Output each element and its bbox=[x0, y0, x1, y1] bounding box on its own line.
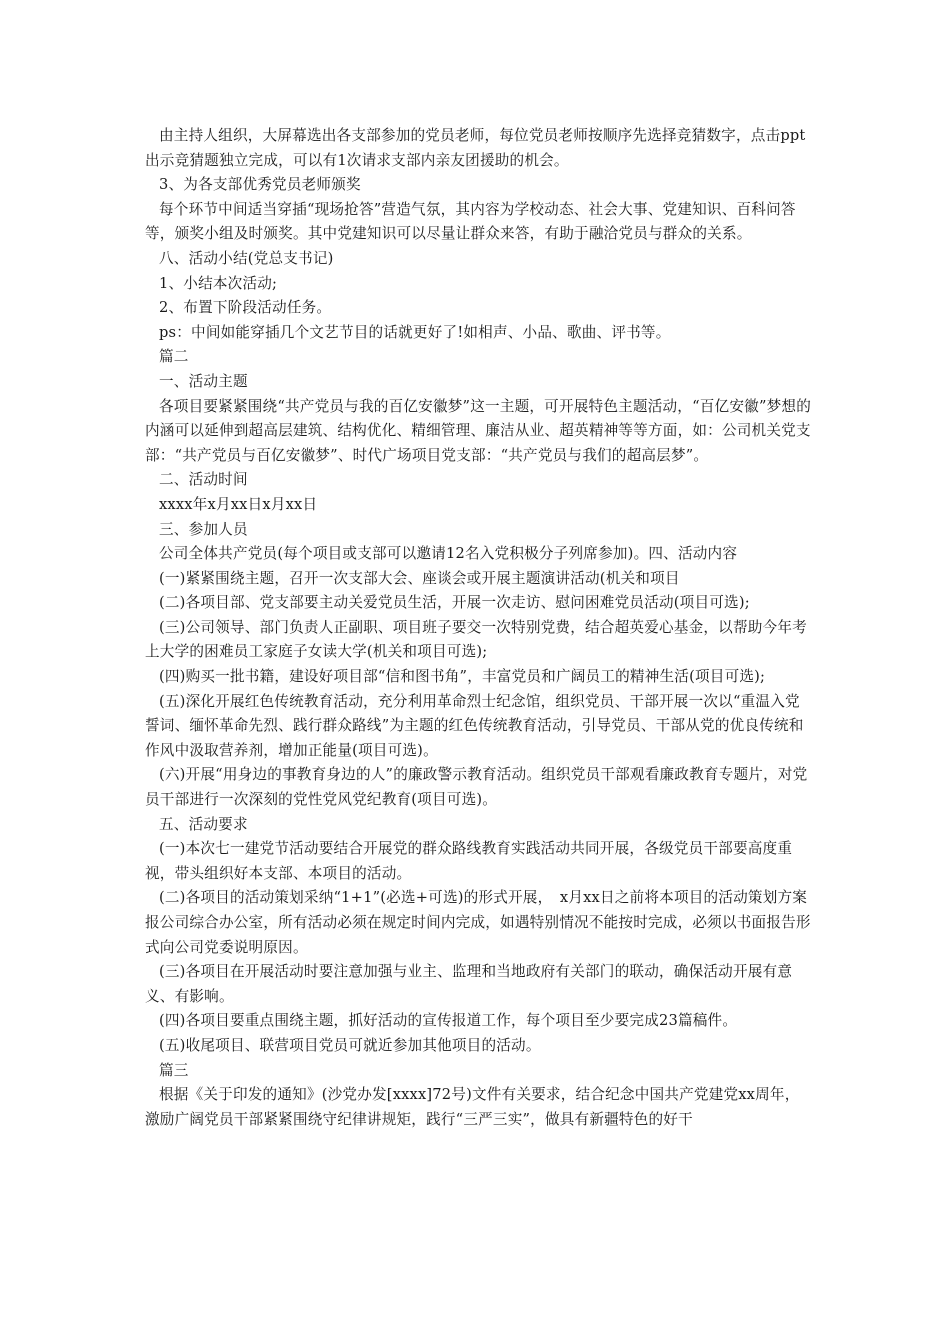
paragraph: 各项目要紧紧围绕“共产党员与我的百亿安徽梦”这一主题，可开展特色主题活动，“百亿安徽”梦想的内涵可以延伸到超高层建筑、结构优化、精细管理、廉洁从业、超英精神等等方面，如：公司机关党支部：“共产党员与百亿安徽梦”、时代广场项目党支部：“共产党员与我们的超高层梦”。 bbox=[145, 397, 811, 464]
list-item: (五)深化开展红色传统教育活动，充分利用革命烈士纪念馆，组织党员、干部开展一次以“重温入党誓词、缅怀革命先烈、践行群众路线”为主题的红色传统教育活动，引导党员、干部从党的优良传统和作风中汲取营养剂，增加正能量(项目可选)。 bbox=[145, 692, 804, 759]
list-item: (四)购买一批书籍，建设好项目部“信和图书角”，丰富党员和广阔员工的精神生活(项目可选); bbox=[159, 668, 766, 686]
paragraph: 3、为各支部优秀党员老师颁奖 bbox=[159, 176, 361, 194]
list-item: (六)开展“用身边的事教育身边的人”的廉政警示教育活动。组织党员干部观看廉政教育专题片，对党员干部进行一次深刻的党性党风党纪教育(项目可选)。 bbox=[145, 766, 808, 809]
paragraph: xxxx年x月xx日x月xx日 bbox=[159, 495, 318, 513]
list-item: (一)紧紧围绕主题，召开一次支部大会、座谈会或开展主题演讲活动(机关和项目 bbox=[159, 569, 680, 587]
list-item: (二)各项目的活动策划采纳“1+1”(必选+可选)的形式开展， x月xx日之前将本项目的活动策划方案报公司综合办公室，所有活动必须在规定时间内完成，如遇特别情况不能按时完成，必须以书面报告形式向公司党委说明原因。 bbox=[145, 889, 811, 956]
paragraph: 由主持人组织，大屏幕选出各支部参加的党员老师，每位党员老师按顺序先选择竞猜数字，点击ppt出示竞猜题独立完成，可以有1次请求支部内亲友团援助的机会。 bbox=[145, 127, 806, 169]
list-item: (三)各项目在开展活动时要注意加强与业主、监理和当地政府有关部门的联动，确保活动开展有意义、有影响。 bbox=[145, 963, 793, 1005]
section-heading: 二、活动时间 bbox=[159, 471, 248, 489]
section-heading: 一、活动主题 bbox=[159, 372, 248, 390]
section-heading: 五、活动要求 bbox=[159, 815, 248, 833]
paragraph: ps：中间如能穿插几个文艺节目的话就更好了!如相声、小品、歌曲、评书等。 bbox=[159, 323, 671, 341]
part-heading: 篇二 bbox=[159, 348, 189, 366]
paragraph: 2、布置下阶段活动任务。 bbox=[159, 299, 332, 317]
paragraph: 公司全体共产党员(每个项目或支部可以邀请12名入党积极分子列席参加)。四、活动内容 bbox=[159, 545, 738, 563]
document-page bbox=[145, 124, 813, 1132]
paragraph: 根据《关于印发的通知》(沙党办发[xxxx]72号)文件有关要求，结合纪念中国共产党建党xx周年，激励广阔党员干部紧紧围绕守纪律讲规矩，践行“三严三实”，做具有新疆特色的好干 bbox=[145, 1086, 800, 1128]
list-item: (四)各项目要重点围绕主题，抓好活动的宣传报道工作，每个项目至少要完成23篇稿件。 bbox=[159, 1012, 738, 1030]
list-item: (五)收尾项目、联营项目党员可就近参加其他项目的活动。 bbox=[159, 1036, 541, 1054]
part-heading: 篇三 bbox=[159, 1061, 189, 1079]
list-item: (一)本次七一建党节活动要结合开展党的群众路线教育实践活动共同开展，各级党员干部要高度重视，带头组织好本支部、本项目的活动。 bbox=[145, 840, 793, 882]
section-heading: 三、参加人员 bbox=[159, 520, 248, 538]
paragraph: 每个环节中间适当穿插“现场抢答”营造气氛，其内容为学校动态、社会大事、党建知识、百科问答等，颁奖小组及时颁奖。其中党建知识可以尽量让群众来答，有助于融洽党员与群众的关系。 bbox=[145, 200, 796, 243]
paragraph: 1、小结本次活动; bbox=[159, 274, 278, 292]
section-heading: 八、活动小结(党总支书记) bbox=[159, 249, 334, 267]
list-item: (三)公司领导、部门负责人正副职、项目班子要交一次特别党费，结合超英爱心基金，以帮助今年考上大学的困难员工家庭子女读大学(机关和项目可选); bbox=[145, 618, 807, 661]
list-item: (二)各项目部、党支部要主动关爱党员生活，开展一次走访、慰问困难党员活动(项目可选); bbox=[159, 594, 750, 612]
